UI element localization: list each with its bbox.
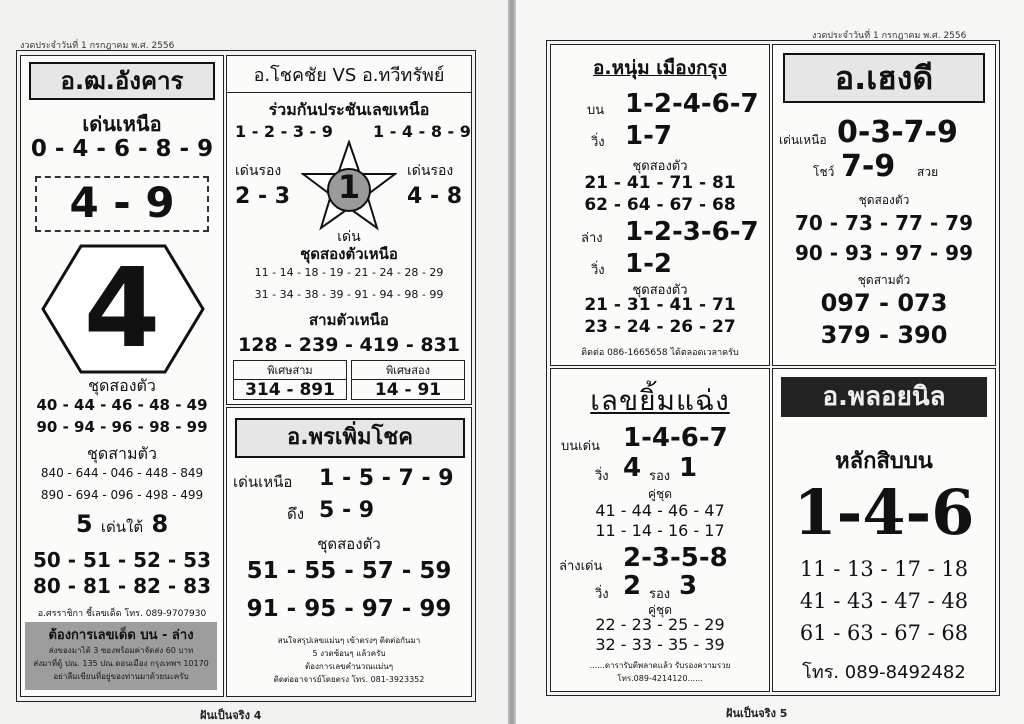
panel-title: เลขยิ้มแฉ่ง	[590, 384, 730, 417]
three-row: 128 - 239 - 419 - 831	[238, 334, 460, 356]
two-row-3: 21 - 31 - 41 - 71	[584, 295, 736, 315]
two-row-4: 23 - 24 - 26 - 27	[584, 317, 736, 337]
note-4: ติดต่ออาจารย์โดยตรง โทร. 081-3923352	[273, 675, 425, 684]
two-label: ชุดสองตัว	[317, 535, 381, 553]
ad-box	[25, 622, 217, 690]
panel-title: อ.โชคชัย VS อ.ทวีทรัพย์	[227, 60, 471, 93]
lead-digits: 0 - 4 - 6 - 8 - 9	[30, 136, 214, 162]
special2-box	[351, 360, 465, 400]
bottom-row-1: 50 - 51 - 52 - 53	[32, 548, 211, 572]
row-1: 11 - 13 - 17 - 18	[799, 557, 969, 581]
panel-chokchai-vs-thawisap	[226, 55, 472, 405]
special3-label: พิเศษสาม	[234, 361, 346, 380]
low-run-label: วิ่ง	[591, 263, 605, 278]
two-row-2: 90 - 94 - 96 - 98 - 99	[36, 418, 208, 436]
three-row-1: 840 - 644 - 046 - 448 - 849	[40, 466, 204, 480]
two-row-2: 62 - 64 - 67 - 68	[584, 195, 736, 215]
special2-value: 14 - 91	[374, 380, 442, 400]
contact-1: ......ดารารับตีพลาดแล้ว รับรองความรวย	[589, 661, 731, 670]
low-digits: 2-3-5-8	[623, 543, 728, 573]
right-page-footer: ฝันเป็นจริง 5	[726, 707, 788, 720]
run-digits: 1-7	[625, 121, 672, 151]
ad-title: ต้องการเลขเด็ด บน - ล่าง	[48, 628, 194, 643]
show-suffix: สวย	[917, 165, 939, 179]
note-2: 5 งวดซ้อนๆ แล้วครับ	[312, 649, 386, 658]
panel-num-muangkrung	[550, 44, 770, 366]
low-label: ล่าง	[581, 231, 603, 246]
two-label: ชุดสองตัว	[88, 376, 156, 395]
under-right: 8	[151, 510, 169, 538]
two-row-1: 11 - 14 - 18 - 19 - 21 - 24 - 28 - 29	[254, 266, 444, 279]
panel-pornpermchok	[226, 407, 472, 697]
two-row-1: 40 - 44 - 46 - 48 - 49	[36, 396, 208, 414]
note-3: ต้องการเลขคำนวณแม่นๆ	[304, 662, 394, 671]
subtitle: หลักสิบบน	[835, 449, 933, 474]
star-label: เด่น	[337, 229, 361, 245]
top-digits: 1-4-6-7	[623, 423, 728, 453]
phone: โทร. 089-8492482	[802, 662, 966, 683]
ad-line-2: ส่งมาที่ตู้ ปณ. 135 ปณ.ดอนเมือง กรุงเทพฯ 10170	[33, 659, 209, 668]
pair-label-2: คู่ชุด	[648, 603, 672, 617]
panel-title: อ.ฒ.อังคาร	[29, 62, 215, 100]
low-run-label: วิ่ง	[595, 587, 609, 602]
two-label: ชุดสองตัว	[858, 193, 910, 207]
three-label: ชุดสามตัว	[87, 444, 157, 463]
row-2: 41 - 43 - 47 - 48	[799, 589, 969, 613]
pair-label: คู่ชุด	[648, 487, 672, 501]
draw-label: ดึง	[287, 505, 305, 523]
pair-row-4: 32 - 33 - 35 - 39	[595, 635, 725, 654]
special3-box	[233, 360, 347, 400]
panel-ploynin	[772, 368, 996, 692]
boxed-pair: 4 - 9	[69, 178, 175, 227]
contact-2: โทร.089-4214120......	[617, 674, 703, 683]
runner-label-left: เด่นรอง	[235, 163, 282, 179]
pair-row-1: 41 - 44 - 46 - 47	[595, 501, 725, 520]
right-page-header: งวดประจำวันที่ 1 กรกฎาคม พ.ศ. 2556	[812, 31, 967, 41]
left-page-footer: ฝันเป็นจริง 4	[200, 709, 262, 722]
under-line	[21, 510, 223, 539]
panel-lek-yim-chaeng	[550, 368, 770, 692]
panel-hengdee	[772, 44, 996, 366]
low-digits: 1-2-3-6-7	[625, 217, 759, 247]
subtitle: ร่วมกันประชันเลขเหนือ	[268, 100, 430, 119]
two-label-2: ชุดสองตัว	[632, 283, 688, 298]
run-label: วิ่ง	[595, 469, 609, 484]
two-label: ชุดสองตัว	[632, 159, 688, 174]
lead-digits: 1 - 5 - 7 - 9	[319, 466, 454, 491]
show-digits: 7-9	[841, 149, 896, 184]
show-label: โชว์	[813, 165, 835, 179]
left-seq: 1 - 2 - 3 - 9	[235, 122, 333, 141]
panel-title: อ.เฮงดี	[783, 53, 985, 103]
three-label: สามตัวเหนือ	[309, 311, 389, 329]
hex-digit: 4	[83, 244, 161, 372]
top-digits: 1-2-4-6-7	[625, 89, 759, 119]
runner-right: 4 - 8	[407, 184, 463, 209]
top-label: บน	[587, 103, 605, 118]
special2-label: พิเศษสอง	[352, 361, 464, 380]
two-row-1: 70 - 73 - 77 - 79	[794, 211, 973, 235]
runner-label-right: เด่นรอง	[407, 163, 454, 179]
right-seq: 1 - 4 - 8 - 9	[373, 122, 471, 141]
low-label: ล่างเด่น	[559, 559, 603, 574]
big-digits: 1-4-6	[793, 476, 975, 549]
low-run-digits: 1-2	[625, 249, 672, 279]
contact-line: อ.ศรราชิกา ชี้เลขเด็ด โทร. 089-9707930	[37, 609, 207, 619]
three-label: ชุดสามตัว	[857, 273, 911, 287]
contact-line: ติดต่อ 086-1665658 ได้ตลอดเวลาครับ	[581, 348, 739, 358]
lead-label: เด่นเหนือ	[233, 473, 293, 491]
under-label: เด่นใต้	[100, 518, 144, 536]
pair-row-2: 11 - 14 - 16 - 17	[595, 521, 725, 540]
run-digit: 4	[623, 453, 642, 483]
sub-label: รอง	[649, 469, 671, 484]
pair-row-3: 22 - 23 - 25 - 29	[595, 615, 725, 634]
note-1: สนใจสรุปเลขแม่นๆ เข้าตรงๆ ติดต่อกันมา	[277, 636, 421, 645]
ad-line-1: ส่งของมาได้ 3 ซองพร้อมค่าจัดส่ง 60 บาท	[48, 646, 194, 655]
row-1: 51 - 55 - 57 - 59	[246, 558, 452, 584]
runner-left: 2 - 3	[235, 184, 291, 209]
ad-line-3: อย่าลืมเขียนที่อยู่ของท่านมาด้วยนะครับ	[53, 672, 189, 681]
low-sub-digit: 3	[679, 571, 698, 601]
lead-digits: 0-3-7-9	[837, 115, 958, 150]
three-row-2: 379 - 390	[820, 321, 948, 349]
left-page	[0, 0, 508, 724]
two-label: ชุดสองตัวเหนือ	[300, 245, 398, 263]
left-page-header: งวดประจำวันที่ 1 กรกฎาคม พ.ศ. 2556	[20, 41, 175, 51]
three-row-1: 097 - 073	[820, 289, 948, 317]
draw-digits: 5 - 9	[319, 498, 375, 523]
bottom-row-2: 80 - 81 - 82 - 83	[32, 574, 211, 598]
two-row-1: 21 - 41 - 71 - 81	[584, 173, 736, 193]
run-label: วิ่ง	[591, 135, 605, 150]
row-2: 91 - 95 - 97 - 99	[246, 596, 452, 622]
panel-angkhan	[20, 55, 224, 697]
top-label: บนเด่น	[561, 439, 600, 454]
two-row-2: 90 - 93 - 97 - 99	[794, 241, 973, 265]
under-left: 5	[75, 510, 93, 538]
low-sub-label: รอง	[649, 587, 671, 602]
lead-label: เด่นเหนือ	[82, 112, 162, 136]
panel-title: อ.พรเพิ่มโชค	[235, 418, 465, 458]
panel-title: อ.พลอยนิล	[781, 377, 987, 417]
sub-digit: 1	[679, 453, 698, 483]
panel-title: อ.หนุ่ม เมืองกรุง	[593, 57, 727, 79]
special3-value: 314 - 891	[245, 380, 335, 400]
two-row-2: 31 - 34 - 38 - 39 - 91 - 94 - 98 - 99	[254, 288, 444, 301]
lead-label: เด่นเหนือ	[779, 133, 827, 147]
row-3: 61 - 63 - 67 - 68	[799, 621, 969, 645]
low-run-digit: 2	[623, 571, 642, 601]
right-page	[516, 0, 1024, 724]
three-row-2: 890 - 694 - 096 - 498 - 499	[40, 488, 204, 502]
star-digit: 1	[337, 168, 361, 206]
page-gutter	[508, 0, 516, 724]
